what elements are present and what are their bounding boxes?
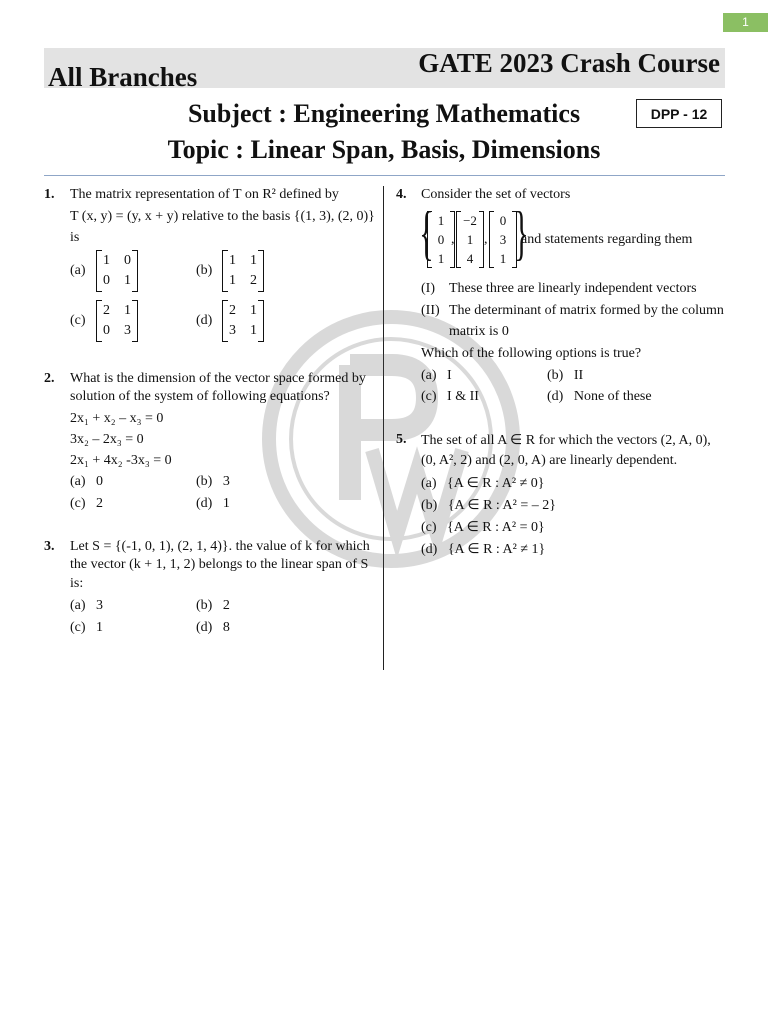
q3-line2: the vector (k + 1, 1, 2) belongs to the linear span of S [70,557,369,572]
q2-line1: What is the dimension of the vector space formed by [70,371,366,386]
option-label: (b) [421,498,438,513]
q3-option-c [70,620,103,636]
comma: , [484,232,488,247]
option-label: (d) [196,620,213,635]
q5-option-b [421,497,556,514]
option-text: 1 [222,496,230,511]
q5-option-a [421,475,544,492]
q1-option-b-matrix [222,250,264,292]
option-text: 8 [222,620,230,635]
option-text: 0 [96,474,104,489]
matrix-cell: 2 [103,303,110,318]
q4-option-d [547,389,652,405]
option-label: (c) [421,520,437,535]
option-text: {A ∈ R : A² ≠ 0} [447,476,545,491]
q1-option-c-matrix [96,300,138,342]
q4-option-a [421,368,452,384]
option-label: (d) [547,389,564,404]
option-label: (d) [421,542,438,557]
q5-line1: The set of all A ∈ R for which the vectors (2, A, 0), [421,433,711,448]
option-text: {A ∈ R : A² = – 2} [447,498,556,513]
q1-line3: is [70,230,80,245]
option-text: 3 [222,474,230,489]
comma: , [451,232,455,247]
q4-option-b [547,368,583,384]
q2-option-d [196,496,230,512]
q4-number: 4. [396,187,407,202]
vector-cell: 4 [466,251,474,266]
option-text: 2 [96,496,104,511]
matrix-cell: 1 [229,253,236,268]
option-label: (a) [421,368,437,383]
matrix-cell: 0 [103,273,110,288]
q2-equation-2: 3x₂ – 2x₃ = 0 [70,432,144,447]
q4-question: Which of the following options is true? [421,346,642,361]
q2-option-a [70,474,103,490]
q5-line2: (0, A², 2) and (2, 0, A) are linearly dependent. [421,453,678,468]
q3-line3: is: [70,576,84,591]
option-label: (d) [196,496,213,511]
q2-option-c [70,496,103,512]
q1-number: 1. [44,187,55,202]
dpp-badge: DPP - 12 [636,99,722,128]
vector-cell: 3 [499,232,507,247]
option-label: (a) [421,476,437,491]
header-rule [44,175,725,176]
q4-statement-2b: matrix is 0 [449,324,509,339]
right-brace: } [514,200,529,266]
q4-vector-2 [456,211,484,268]
matrix-cell: 3 [229,323,236,338]
option-text: 2 [222,598,230,613]
matrix-cell: 1 [124,273,131,288]
q1-option-a-label: (a) [70,263,86,278]
q3-option-b [196,598,230,614]
option-label: (b) [547,368,564,383]
q1-line1: The matrix representation of T on R² defined by [70,187,339,202]
matrix-cell: 1 [250,303,257,318]
vector-cell: 1 [466,232,474,247]
vector-cell: 1 [437,251,445,266]
vector-cell: 0 [499,213,507,228]
option-text: II [573,368,584,383]
vector-cell: −2 [463,213,477,228]
q5-option-c [421,519,545,536]
q1-option-c-label: (c) [70,313,86,328]
q3-option-a [70,598,103,614]
option-label: (b) [196,598,213,613]
q3-number: 3. [44,539,55,554]
q5-option-d [421,541,545,558]
matrix-cell: 1 [250,323,257,338]
page-number: 1 [723,13,768,32]
matrix-cell: 1 [250,253,257,268]
left-brace: { [419,200,434,266]
q4-after-vectors: and statements regarding them [521,232,693,247]
q2-equation-3: 2x₁ + 4x₂ -3x₃ = 0 [70,453,172,468]
q2-option-b [196,474,230,490]
option-text: 1 [96,620,104,635]
q4-line1: Consider the set of vectors [421,187,571,202]
matrix-cell: 3 [124,323,131,338]
matrix-cell: 0 [124,253,131,268]
q1-option-d-matrix [222,300,264,342]
topic-title: Topic : Linear Span, Basis, Dimensions [167,135,601,164]
option-label: (b) [196,474,213,489]
matrix-cell: 1 [229,273,236,288]
option-text: None of these [573,389,652,404]
q4-statement-2a: The determinant of matrix formed by the column [449,303,724,318]
vector-cell: 1 [437,213,445,228]
q1-option-b-label: (b) [196,263,213,278]
matrix-cell: 0 [103,323,110,338]
matrix-cell: 1 [103,253,110,268]
option-text: {A ∈ R : A² = 0} [447,520,545,535]
option-label: (a) [70,474,86,489]
option-text: 3 [96,598,104,613]
q4-option-c [421,389,479,405]
option-text: I & II [447,389,479,404]
vector-cell: 0 [437,232,445,247]
q2-number: 2. [44,371,55,386]
q5-number: 5. [396,432,407,447]
q2-equation-1: 2x₁ + x₂ – x₃ = 0 [70,411,164,426]
matrix-cell: 2 [250,273,257,288]
q4-statement-2-label: (II) [421,303,440,318]
matrix-cell: 1 [124,303,131,318]
vector-cell: 1 [499,251,507,266]
q4-vector-3 [489,211,517,268]
q3-line1: Let S = {(-1, 0, 1), (2, 1, 4)}. the value of k for which [70,539,370,554]
q2-line2: solution of the system of following equations? [70,389,330,404]
q4-statement-1: These three are linearly independent vectors [449,281,697,296]
option-label: (c) [70,620,86,635]
q1-option-d-label: (d) [196,313,213,328]
subject-title: Subject : Engineering Mathematics [187,99,581,128]
course-title: GATE 2023 Crash Course [418,48,720,78]
option-text: {A ∈ R : A² ≠ 1} [447,542,546,557]
q4-statement-1-label: (I) [421,281,435,296]
matrix-cell: 2 [229,303,236,318]
option-label: (c) [70,496,86,511]
q1-line2: T (x, y) = (y, x + y) relative to the basis {(1, 3), (2, 0)} [70,209,375,224]
q3-option-d [196,620,230,636]
option-text: I [447,368,452,383]
branches-label: All Branches [48,62,198,92]
option-label: (c) [421,389,437,404]
q1-option-a-matrix [96,250,138,292]
option-label: (a) [70,598,86,613]
